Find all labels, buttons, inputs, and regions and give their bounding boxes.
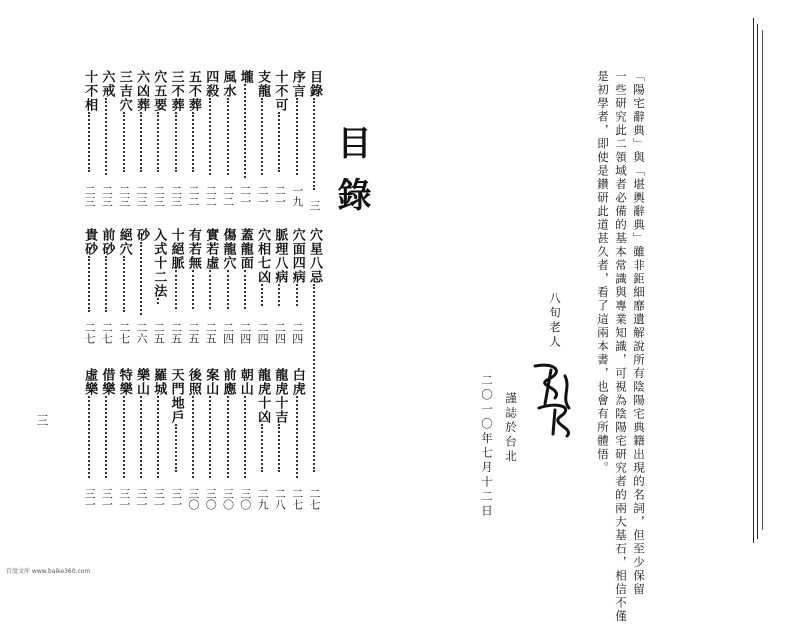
toc-entry-title: 絕穴 bbox=[116, 228, 132, 256]
toc-entry bbox=[98, 70, 114, 215]
toc-entry-page: 二四 bbox=[238, 322, 252, 344]
toc-entry-title: 序言 bbox=[289, 70, 305, 98]
toc-entry-page: 二一 bbox=[273, 185, 287, 207]
toc-leader-dots bbox=[192, 270, 196, 309]
toc-entry-title: 入式十二法 bbox=[151, 228, 167, 298]
toc-entry-page: 二六 bbox=[135, 322, 148, 344]
toc-entry bbox=[98, 368, 114, 518]
toc-leader-dots bbox=[261, 284, 265, 306]
gutter-line bbox=[757, 24, 758, 539]
footer-url: 百度文库 www.baike360.com bbox=[6, 568, 91, 575]
toc-entry-page: 三〇 bbox=[221, 488, 235, 510]
toc-leader-dots bbox=[140, 242, 144, 315]
toc-leader-dots bbox=[123, 112, 127, 172]
toc-entry-title: 穴星八忌 bbox=[307, 228, 322, 284]
toc-leader-dots bbox=[140, 112, 144, 172]
toc-leader-dots bbox=[296, 98, 300, 175]
toc-entry-title: 案山 bbox=[203, 368, 219, 396]
toc-entry-page: 三〇 bbox=[204, 488, 218, 510]
toc-entry-page: 二五 bbox=[186, 322, 200, 344]
toc-entry-title: 白虎 bbox=[289, 368, 305, 396]
toc-entry bbox=[271, 368, 287, 518]
toc-leader-dots bbox=[209, 396, 213, 478]
toc-entry-page: 三一 bbox=[83, 488, 97, 510]
toc-entry-title: 有若無 bbox=[185, 228, 201, 270]
toc-leader-dots bbox=[192, 112, 196, 172]
toc-entry bbox=[81, 228, 97, 352]
toc-entry-page: 二三 bbox=[135, 185, 148, 207]
toc-leader-dots bbox=[296, 396, 300, 478]
toc-leader-dots bbox=[157, 396, 161, 478]
toc-entry-title: 六凶葬 bbox=[134, 70, 149, 112]
toc-entry-title: 十不可 bbox=[272, 70, 288, 112]
toc-leader-dots bbox=[261, 424, 265, 472]
toc-leader-dots bbox=[175, 270, 179, 309]
toc-entry-title: 六戒 bbox=[99, 70, 115, 98]
toc-entry-title: 羅城 bbox=[151, 368, 167, 396]
toc-entry-page: 二七 bbox=[308, 488, 321, 510]
toc-entry-page: 二七 bbox=[100, 322, 114, 344]
toc-leader-dots bbox=[244, 270, 248, 309]
toc-entry-title: 前砂 bbox=[99, 228, 115, 256]
toc-entry bbox=[289, 228, 305, 352]
toc-entry bbox=[271, 70, 287, 215]
toc-entry-title: 三不葬 bbox=[168, 70, 184, 112]
toc-leader-dots bbox=[227, 270, 231, 309]
toc-entry-page: 二一 bbox=[238, 185, 252, 207]
toc-leader-dots bbox=[157, 298, 161, 304]
toc-page bbox=[0, 0, 400, 577]
toc-entry bbox=[133, 228, 149, 352]
toc-leader-dots bbox=[278, 112, 282, 172]
toc-entry-page: 二三 bbox=[117, 185, 131, 207]
toc-entry bbox=[116, 368, 132, 518]
toc-entry-title: 朝山 bbox=[237, 368, 253, 396]
preface-line-1: 「陽宅辭典」與「堪輿辭典」雖非鉅細靡遺解說所有陰陽宅典籍出現的名詞，但至少保留 bbox=[632, 70, 646, 597]
toc-entry bbox=[81, 70, 97, 215]
toc-entry bbox=[116, 228, 132, 352]
toc-entry bbox=[81, 368, 97, 518]
toc-entry bbox=[237, 70, 253, 215]
toc-leader-dots bbox=[209, 270, 213, 309]
toc-entry-page: 三〇 bbox=[186, 488, 200, 510]
toc-entry bbox=[185, 228, 201, 352]
toc-entry-page: 二三 bbox=[83, 185, 97, 207]
toc-entry bbox=[202, 228, 218, 352]
toc-entry-title: 穴五要 bbox=[151, 70, 167, 112]
toc-entry-title: 實若虛 bbox=[203, 228, 219, 270]
toc-entry-title: 脈理八病 bbox=[272, 228, 288, 284]
toc-entry bbox=[220, 228, 236, 352]
toc-leader-dots bbox=[244, 396, 248, 478]
toc-leader-dots bbox=[209, 98, 213, 175]
toc-entry-page: 二三 bbox=[100, 185, 114, 207]
toc-entry-title: 十絕脈 bbox=[168, 228, 184, 270]
toc-entry-title: 虛樂 bbox=[82, 368, 98, 396]
toc-entry bbox=[185, 70, 201, 215]
toc-leader-dots bbox=[105, 98, 109, 175]
toc-entry-title: 砂 bbox=[134, 228, 149, 242]
toc-leader-dots bbox=[278, 424, 282, 472]
toc-entry-title: 支龍 bbox=[255, 70, 271, 98]
toc-leader-dots bbox=[140, 396, 144, 478]
toc-entry bbox=[150, 228, 166, 352]
toc-entry-page: 二二 bbox=[221, 185, 235, 207]
toc-leader-dots bbox=[157, 112, 161, 172]
toc-entry-page: 二三 bbox=[169, 185, 183, 207]
toc-entry-page: 三一 bbox=[152, 488, 166, 510]
toc-entry-title: 傷龍穴 bbox=[220, 228, 236, 270]
toc-entry bbox=[150, 368, 166, 518]
toc-entry bbox=[271, 228, 287, 352]
preface-line-3: 是初學者，即使是鑽研此道甚久者，看了這兩本書，也會有所體悟。 bbox=[596, 70, 610, 475]
toc-entry bbox=[202, 70, 218, 215]
toc-entry-page: 三〇 bbox=[238, 488, 252, 510]
toc-entry bbox=[254, 228, 270, 352]
toc-entry bbox=[254, 368, 270, 518]
toc-entry-title: 四殺 bbox=[203, 70, 219, 98]
toc-entry-title: 蓋龍面 bbox=[237, 228, 253, 270]
toc-leader-dots bbox=[192, 396, 196, 478]
preface-line-2: 一些研究此二領域者必備的基本常識與專業知識，可視為陰陽宅研究者的兩大基石，相信不僅 bbox=[614, 70, 628, 624]
toc-entry-title: 十不相 bbox=[82, 70, 98, 112]
page-number: 三 bbox=[35, 414, 49, 426]
preface-author: 八旬老人 bbox=[548, 292, 562, 350]
toc-entry-page: 二七 bbox=[117, 322, 131, 344]
toc-leader-dots bbox=[227, 396, 231, 478]
toc-entry-title: 風水 bbox=[220, 70, 236, 98]
toc-entry-page: 二一 bbox=[256, 185, 270, 207]
toc-leader-dots bbox=[123, 396, 127, 478]
toc-leader-dots bbox=[227, 98, 231, 175]
preface-closing: 謹誌於台北 bbox=[504, 392, 518, 465]
toc-entry-page: 二四 bbox=[221, 322, 235, 344]
toc-entry bbox=[306, 70, 322, 215]
toc-entry-title: 穴相七凶 bbox=[255, 228, 271, 284]
toc-entry-title: 前應 bbox=[220, 368, 236, 396]
toc-entry bbox=[116, 70, 132, 215]
preface-date: 二〇一〇年七月十二日 bbox=[480, 374, 494, 519]
toc-entry bbox=[168, 368, 184, 518]
toc-leader-dots bbox=[175, 424, 179, 472]
toc-leader-dots bbox=[105, 396, 109, 478]
toc-entry-title: 壠 bbox=[237, 70, 253, 84]
toc-entry bbox=[237, 228, 253, 352]
toc-entry-title: 三吉穴 bbox=[116, 70, 132, 112]
toc-entry-title: 樂山 bbox=[134, 368, 149, 396]
toc-entry-title: 後照 bbox=[185, 368, 201, 396]
toc-entry-page: 三一 bbox=[100, 488, 114, 510]
toc-entry-page: 一九 bbox=[290, 185, 304, 207]
toc-leader-dots bbox=[313, 284, 317, 472]
toc-entry-title: 穴面四病 bbox=[289, 228, 305, 284]
toc-leader-dots bbox=[88, 112, 92, 172]
toc-entry bbox=[98, 228, 114, 352]
toc-entry-page: 二七 bbox=[83, 322, 97, 344]
toc-entry-page: 二三 bbox=[152, 185, 166, 207]
author-signature bbox=[525, 358, 585, 438]
toc-entry-page: 二五 bbox=[204, 322, 218, 344]
toc-leader-dots bbox=[88, 256, 92, 312]
toc-entry bbox=[237, 368, 253, 518]
toc-entry bbox=[168, 228, 184, 352]
toc-leader-dots bbox=[88, 396, 92, 478]
toc-entry-page: 二七 bbox=[290, 488, 304, 510]
toc-leader-dots bbox=[175, 112, 179, 172]
toc-entry bbox=[185, 368, 201, 518]
toc-entry-title: 目錄 bbox=[307, 70, 322, 98]
toc-entry bbox=[220, 70, 236, 215]
toc-entry-title: 特樂 bbox=[116, 368, 132, 396]
toc-entry bbox=[220, 368, 236, 518]
toc-entry-page: 三一 bbox=[135, 488, 148, 510]
preface-page bbox=[400, 0, 793, 624]
toc-entry-page: 二四 bbox=[256, 322, 270, 344]
toc-leader-dots bbox=[244, 84, 248, 178]
toc-entry-page: 二五 bbox=[169, 322, 183, 344]
toc-leader-dots bbox=[261, 98, 265, 175]
toc-entry-page: 二二 bbox=[204, 185, 218, 207]
toc-entry-page: 三一 bbox=[169, 488, 183, 510]
toc-entry-title: 五不葬 bbox=[185, 70, 201, 112]
toc-entry-page: 二四 bbox=[273, 322, 287, 344]
toc-entry bbox=[289, 70, 305, 215]
toc-leader-dots bbox=[105, 256, 109, 312]
toc-entry bbox=[202, 368, 218, 518]
toc-leader-dots bbox=[123, 256, 127, 312]
toc-entry-title: 借樂 bbox=[99, 368, 115, 396]
toc-entry bbox=[150, 70, 166, 215]
toc-entry-page: 二九 bbox=[256, 488, 270, 510]
toc-leader-dots bbox=[278, 284, 282, 306]
toc-entry-title: 龍虎十凶 bbox=[255, 368, 271, 424]
toc-entry bbox=[133, 368, 149, 518]
toc-entry bbox=[133, 70, 149, 215]
toc-entry bbox=[289, 368, 305, 518]
toc-leader-dots bbox=[296, 284, 300, 306]
toc-entry bbox=[168, 70, 184, 215]
gutter-line bbox=[762, 30, 763, 530]
toc-entry-page: 二四 bbox=[290, 322, 304, 344]
toc-entry-page: 三一 bbox=[117, 488, 131, 510]
toc-entry bbox=[306, 228, 322, 518]
toc-entry-title: 龍虎十吉 bbox=[272, 368, 288, 424]
toc-entry-page: 二二 bbox=[186, 185, 200, 207]
toc-entry-page: 三 bbox=[308, 200, 321, 211]
toc-entry-title: 天門地戶 bbox=[168, 368, 184, 424]
toc-leader-dots bbox=[313, 98, 317, 190]
gutter-line bbox=[753, 18, 754, 543]
toc-entry-title: 貴砂 bbox=[82, 228, 98, 256]
toc-entry-page: 二八 bbox=[273, 488, 287, 510]
toc-entry bbox=[254, 70, 270, 215]
toc-entry-page: 二五 bbox=[152, 322, 166, 344]
toc-title: 目錄 bbox=[331, 125, 371, 229]
